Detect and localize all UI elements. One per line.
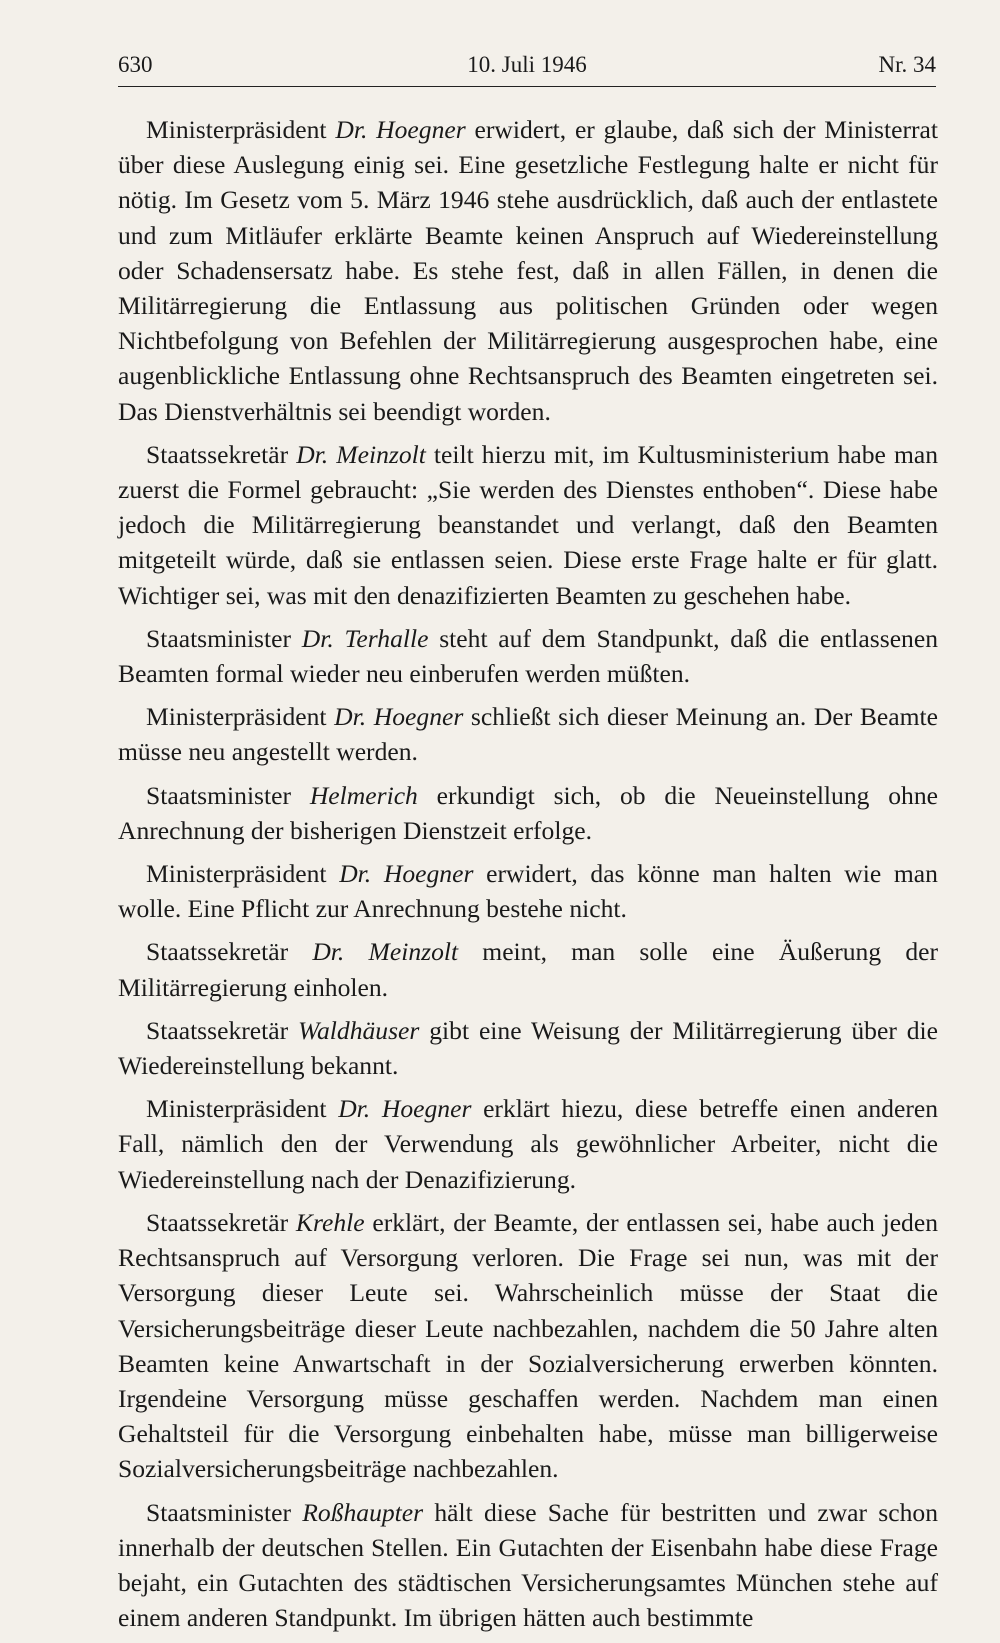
- paragraph: [118, 1495, 938, 1636]
- paragraph: [118, 778, 938, 848]
- paragraph-text: schließt sich dieser Meinung an. Der Beamte müsse neu angestellt werden.: [118, 702, 938, 767]
- paragraph-text: erkundigt sich, ob die Neueinstellung ohne Anrechnung der bisherigen Dienstzeit erfolge.: [118, 780, 938, 845]
- paragraph-text: erwidert, er glaube, daß sich der Ministerrat über diese Auslegung einig sei. Eine gesetzliche Festlegung halte er nicht für nötig. Im Gesetz vom 5. März 1946 stehe ausdrücklich, daß auch der entlastete und zum Mitläufer erklärte Beamte keinen Anspruch auf Wiedereinstellung oder Schadensersatz habe. Es stehe fest, daß in allen Fällen, in denen die Militärregierung die Entlassung aus politischen Gründen oder wegen Nichtbefolgung von Befehlen der Militärregierung ausgesprochen habe, eine augenblickliche Entlassung ohne Rechtsanspruch des Beamten eingetreten sei. Das Dienstverhältnis sei beendigt worden.: [118, 115, 938, 426]
- speaker-title: Staatsminister: [146, 780, 310, 810]
- speaker-name: Krehle: [295, 1207, 365, 1237]
- paragraph: [118, 1091, 938, 1197]
- paragraph: [118, 1013, 938, 1083]
- speaker-title: Staatssekretär: [146, 937, 313, 967]
- speaker-title: Staatssekretär: [146, 1015, 299, 1045]
- speaker-title: Staatsminister: [146, 623, 302, 653]
- speaker-name: Dr. Hoegner: [335, 115, 466, 144]
- paragraph: [118, 621, 938, 691]
- speaker-title: Ministerpräsident: [146, 1094, 339, 1124]
- paragraph: [118, 699, 938, 769]
- speaker-title: Ministerpräsident: [146, 115, 336, 144]
- speaker-name: Helmerich: [309, 780, 418, 810]
- speaker-name: Dr. Hoegner: [338, 1094, 472, 1124]
- header-issue-number: Nr. 34: [878, 52, 936, 77]
- speaker-name: Dr. Meinzolt: [296, 439, 426, 469]
- page-header: [118, 50, 936, 87]
- header-date: 10. Juli 1946: [467, 52, 587, 77]
- speaker-title: Staatssekretär: [146, 439, 297, 469]
- speaker-title: Staatssekretär: [146, 1207, 296, 1237]
- paragraph: [118, 856, 938, 926]
- paragraph: [118, 1205, 938, 1487]
- paragraph-text: steht auf dem Standpunkt, daß die entlassenen Beamten formal wieder neu einberufen werden müßten.: [118, 623, 939, 689]
- speaker-name: Dr. Meinzolt: [312, 937, 459, 967]
- speaker-name: Dr. Hoegner: [339, 859, 474, 889]
- paragraph-text: teilt hierzu mit, im Kultusministerium habe man zuerst die Formel gebraucht: „Sie werden des Dienstes enthoben“. Diese habe jedoch die Militärregierung beanstandet und verlangt, daß den Beamten mitgeteilt würde, daß sie entlassen seien. Diese erste Frage halte er für glatt. Wichtiger sei, was mit den denazifizierten Beamten zu geschehen habe.: [118, 439, 939, 610]
- speaker-name: Dr. Terhalle: [301, 623, 429, 653]
- paragraph: [118, 934, 938, 1004]
- paragraph: [118, 112, 938, 429]
- paragraph-text: hält diese Sache für bestritten und zwar schon innerhalb der deutschen Stellen. Ein Gutachten der Eisenbahn habe diese Frage bejaht, ein Gutachten des städtischen Versicherungsamtes München stehe auf einem anderen Standpunkt. Im übrigen hätten auch bestimmte: [118, 1497, 939, 1633]
- speaker-name: Waldhäuser: [298, 1015, 420, 1045]
- paragraph-text: gibt eine Weisung der Militärregierung über die Wiedereinstellung bekannt.: [118, 1015, 938, 1081]
- paragraph-text: erklärt hiezu, diese betreffe einen anderen Fall, nämlich den der Verwendung als gewöhnlicher Arbeiter, nicht die Wiedereinstellung nach der Denazifizierung.: [118, 1094, 939, 1194]
- paragraph-text: erklärt, der Beamte, der entlassen sei, habe auch jeden Rechtsanspruch auf Versorgung verloren. Die Frage sei nun, was mit der Versorgung dieser Leute sei. Wahrscheinlich müsse der Staat die Versicherungsbeiträge dieser Leute nachbezahlen, nachdem die 50 Jahre alten Beamten keine Anwartschaft in der Sozialversicherung erwerben könnten. Irgendeine Versorgung müsse geschaffen werden. Nachdem man einen Gehaltsteil für die Versorgung einbehalten habe, müsse man billigerweise Sozialversicherungsbeiträge nachbezahlen.: [118, 1207, 939, 1484]
- speaker-title: Ministerpräsident: [146, 702, 335, 732]
- speaker-name: Roßhaupter: [302, 1497, 424, 1527]
- speaker-name: Dr. Hoegner: [334, 702, 464, 732]
- speaker-title: Ministerpräsident: [146, 859, 340, 889]
- header-page-number: 630: [118, 52, 153, 77]
- paragraph: [118, 437, 938, 613]
- paragraph-text: meint, man solle eine Äußerung der Militärregierung einholen.: [118, 937, 938, 1002]
- speaker-title: Staatsminister: [146, 1497, 303, 1527]
- body-text: [118, 112, 938, 1643]
- paragraph-text: erwidert, das könne man halten wie man wolle. Eine Pflicht zur Anrechnung bestehe nicht.: [118, 859, 938, 924]
